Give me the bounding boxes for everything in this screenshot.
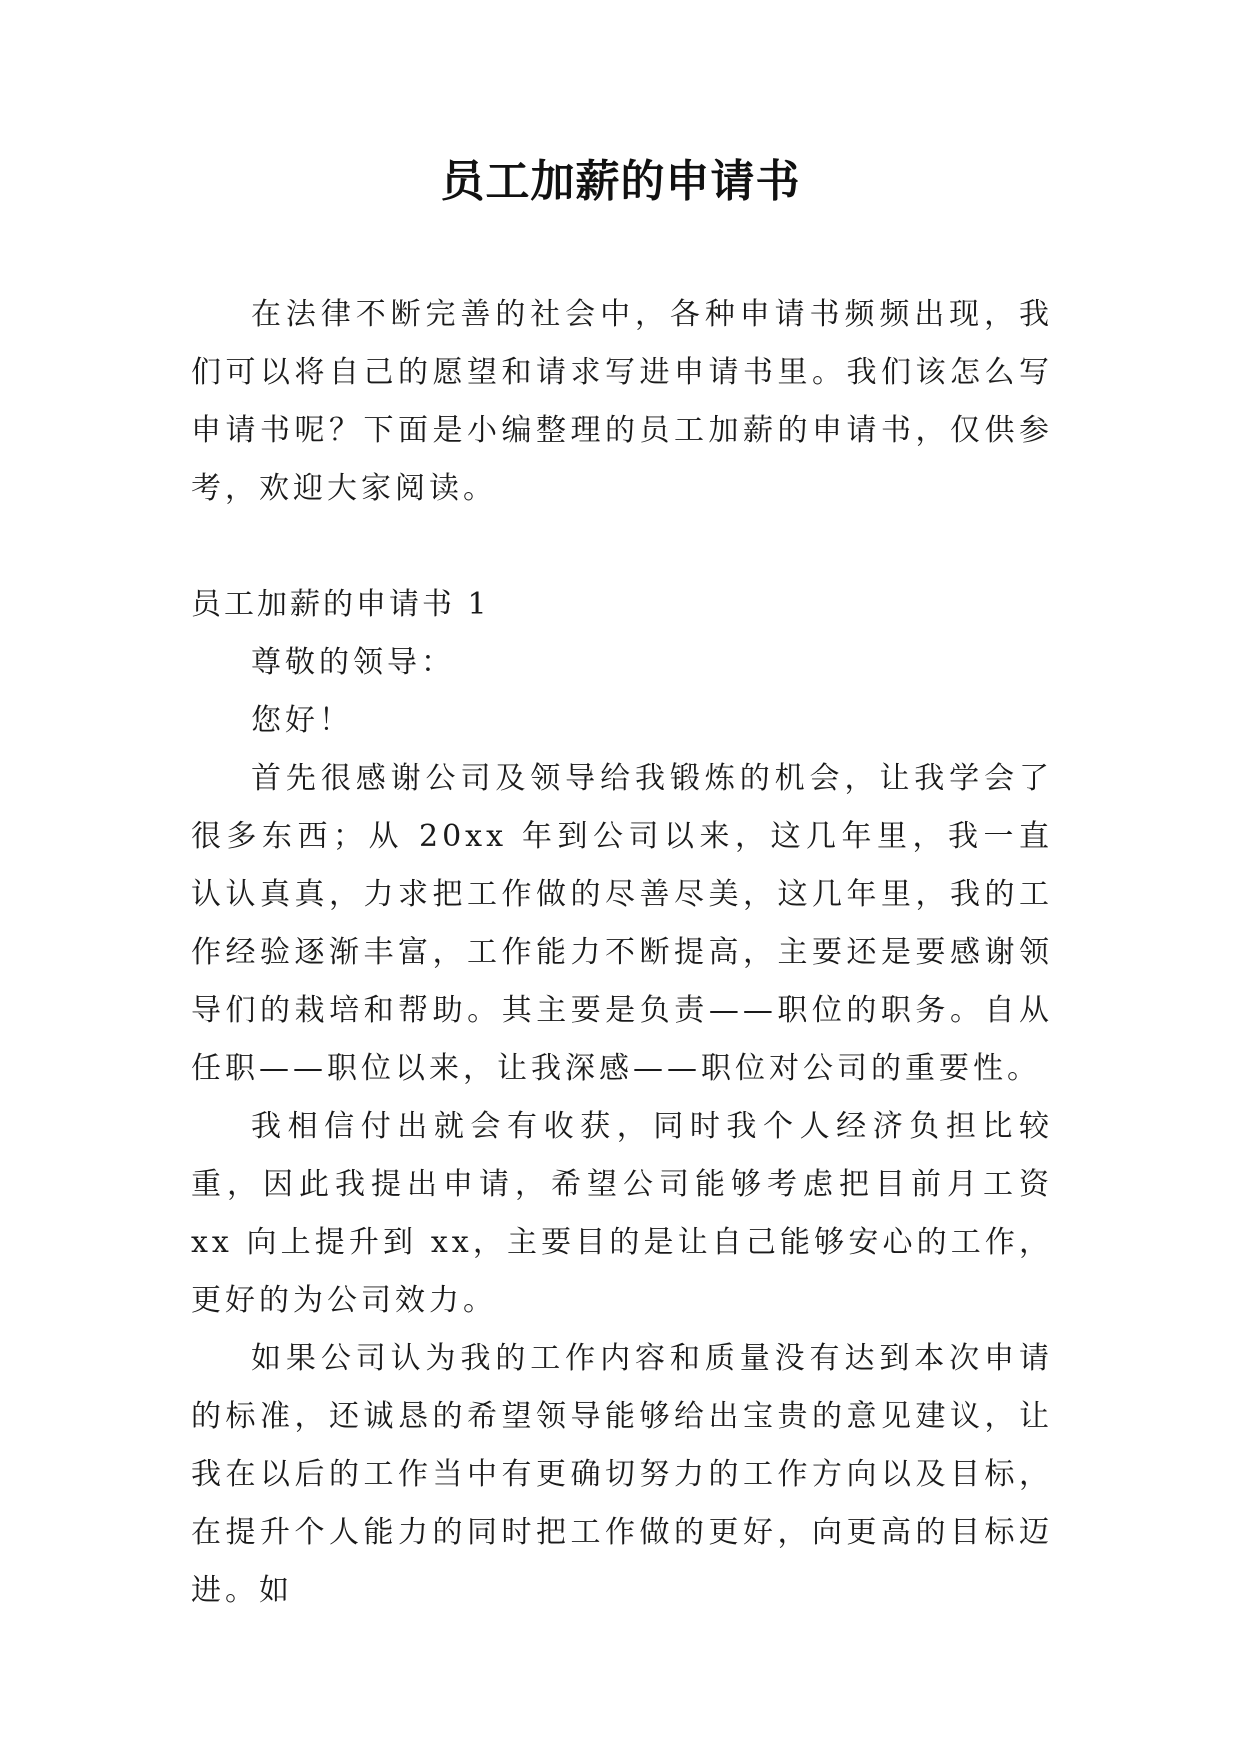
body-paragraph: 如果公司认为我的工作内容和质量没有达到本次申请的标准，还诚恳的希望领导能够给出宝贵的意见建议，让我在以后的工作当中有更确切努力的工作方向以及目标，在提升个人能力的同时把工作做的更好，向更高的目标迈进。如: [191, 1341, 1053, 1608]
salutation: 尊敬的领导：: [251, 645, 455, 680]
document-title: 员工加薪的申请书: [440, 156, 801, 207]
document-body: [191, 286, 1053, 1620]
body-paragraph: 我相信付出就会有收获，同时我个人经济负担比较重，因此我提出申请，希望公司能够考虑把目前月工资 xx 向上提升到 xx，主要目的是让自己能够安心的工作，更好的为公司效力。: [191, 1109, 1053, 1318]
body-paragraph: 首先很感谢公司及领导给我锻炼的机会，让我学会了很多东西；从 20xx 年到公司以来，这几年里，我一直认认真真，力求把工作做的尽善尽美，这几年里，我的工作经验逐渐丰富，工作能力不断提高，主要还是要感谢领导们的栽培和帮助。其主要是负责——职位的职务。自从任职——职位以来，让我深感——职位对公司的重要性。: [191, 761, 1053, 1086]
greeting: 您好！: [251, 703, 353, 738]
section-heading: 员工加薪的申请书 1: [191, 587, 490, 622]
paragraph-spacer: [191, 518, 1053, 576]
intro-paragraph: 在法律不断完善的社会中，各种申请书频频出现，我们可以将自己的愿望和请求写进申请书里。我们该怎么写申请书呢？下面是小编整理的员工加薪的申请书，仅供参考，欢迎大家阅读。: [191, 297, 1053, 506]
